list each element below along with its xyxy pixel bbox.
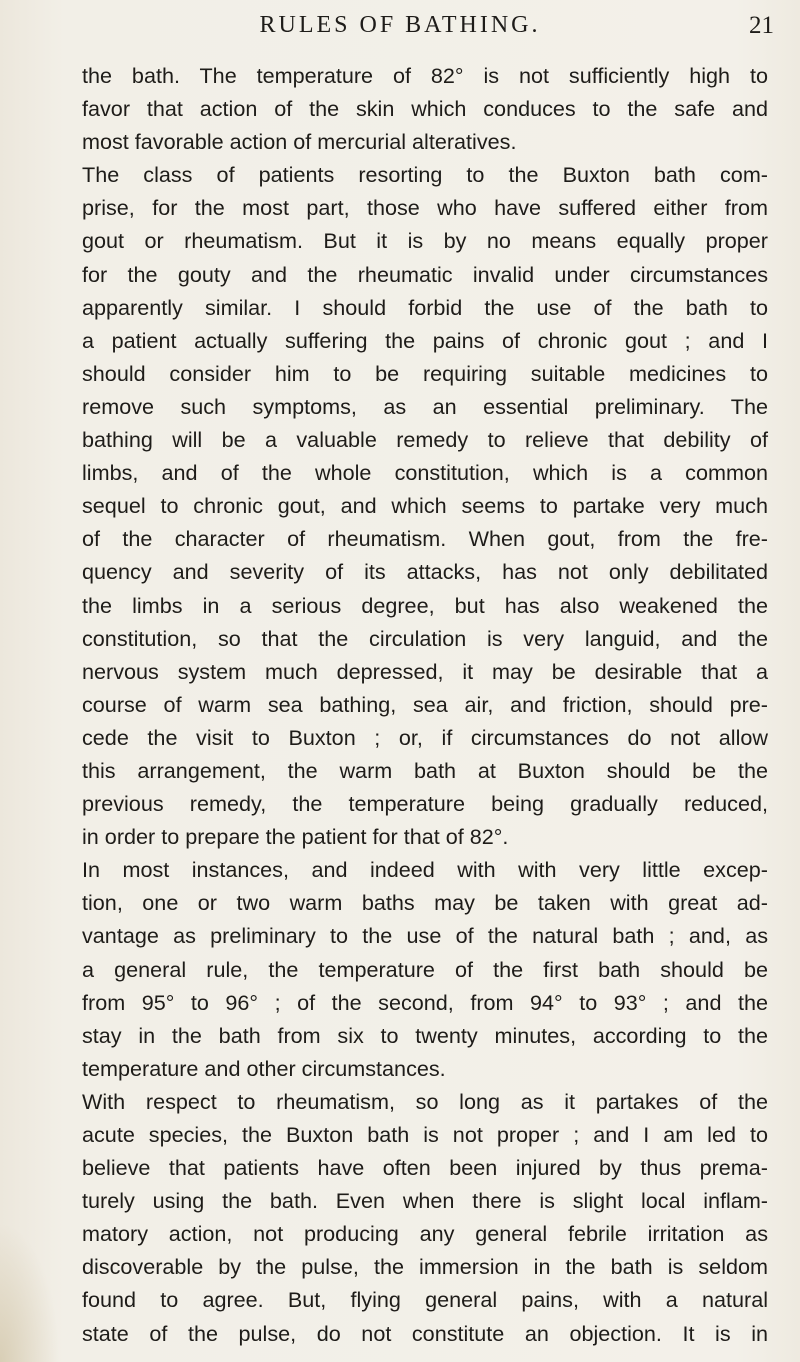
text-line: limbs, and of the whole constitution, which is a common — [82, 460, 768, 486]
text-line: found to agree. But, flying general pains, with a natural — [82, 1287, 768, 1313]
text-line: from 95° to 96° ; of the second, from 94° to 93° ; and the — [82, 989, 768, 1015]
text-line: the limbs in a serious degree, but has also weakened the — [82, 592, 768, 618]
text-line: remove such symptoms, as an essential preliminary. The — [82, 393, 768, 419]
text-line: matory action, not producing any general febrile irritation as — [82, 1221, 768, 1247]
text-line: tion, one or two warm baths may be taken with great ad- — [82, 890, 768, 916]
text-line: temperature and other circumstances. — [82, 1055, 446, 1081]
text-line: bathing will be a valuable remedy to relieve that debility of — [82, 427, 768, 453]
text-line: the bath. The temperature of 82° is not sufficiently high to — [82, 63, 768, 88]
text-line: gout or rheumatism. But it is by no means equally proper — [82, 228, 768, 254]
text-line: state of the pulse, do not constitute an objection. It is in — [82, 1320, 768, 1346]
text-line: prise, for the most part, those who have suffered either from — [82, 195, 768, 221]
page-number: 21 — [749, 12, 774, 39]
text-line: sequel to chronic gout, and which seems to partake very much — [82, 493, 768, 519]
text-line: apparently similar. I should forbid the use of the bath to — [82, 294, 768, 320]
text-line: believe that patients have often been injured by thus prema- — [82, 1155, 768, 1181]
text-line: turely using the bath. Even when there is slight local inflam- — [82, 1188, 768, 1214]
text-line: this arrangement, the warm bath at Buxton should be the — [82, 757, 768, 783]
paragraph — [82, 1085, 768, 1350]
paragraph — [82, 59, 768, 158]
text-line: In most instances, and indeed with with very little excep- — [82, 857, 768, 883]
text-line: course of warm sea bathing, sea air, and friction, should pre- — [82, 691, 768, 717]
page-stain — [0, 1222, 60, 1362]
text-line: previous remedy, the temperature being gradually reduced, — [82, 791, 768, 817]
running-head: RULES OF BATHING. — [259, 12, 541, 38]
body-text — [82, 59, 768, 1350]
text-line: With respect to rheumatism, so long as it partakes of the — [82, 1088, 768, 1114]
text-line: should consider him to be requiring suitable medicines to — [82, 360, 768, 386]
text-line: most favorable action of mercurial alteratives. — [82, 129, 517, 155]
text-line: constitution, so that the circulation is very languid, and the — [82, 625, 768, 651]
paragraph — [82, 158, 768, 853]
text-line: acute species, the Buxton bath is not proper ; and I am led to — [82, 1122, 768, 1147]
text-line: discoverable by the pulse, the immersion in the bath is seldom — [82, 1254, 768, 1280]
text-line: of the character of rheumatism. When gout, from the fre- — [82, 526, 768, 552]
text-line: stay in the bath from six to twenty minutes, according to the — [82, 1022, 768, 1048]
text-line: in order to prepare the patient for that of 82°. — [82, 824, 509, 850]
paragraph — [82, 853, 768, 1085]
text-line: favor that action of the skin which conduces to the safe and — [82, 96, 768, 122]
text-line: quency and severity of its attacks, has not only debilitated — [82, 559, 768, 585]
text-line: for the gouty and the rheumatic invalid under circumstances — [82, 261, 768, 287]
text-line: nervous system much depressed, it may be desirable that a — [82, 658, 768, 684]
text-line: a patient actually suffering the pains of chronic gout ; and I — [82, 327, 768, 353]
page-header — [0, 6, 800, 46]
text-line: cede the visit to Buxton ; or, if circumstances do not allow — [82, 724, 768, 750]
text-line: The class of patients resorting to the Buxton bath com- — [82, 162, 768, 188]
text-line: vantage as preliminary to the use of the natural bath ; and, as — [82, 923, 768, 949]
text-line: a general rule, the temperature of the first bath should be — [82, 956, 768, 982]
